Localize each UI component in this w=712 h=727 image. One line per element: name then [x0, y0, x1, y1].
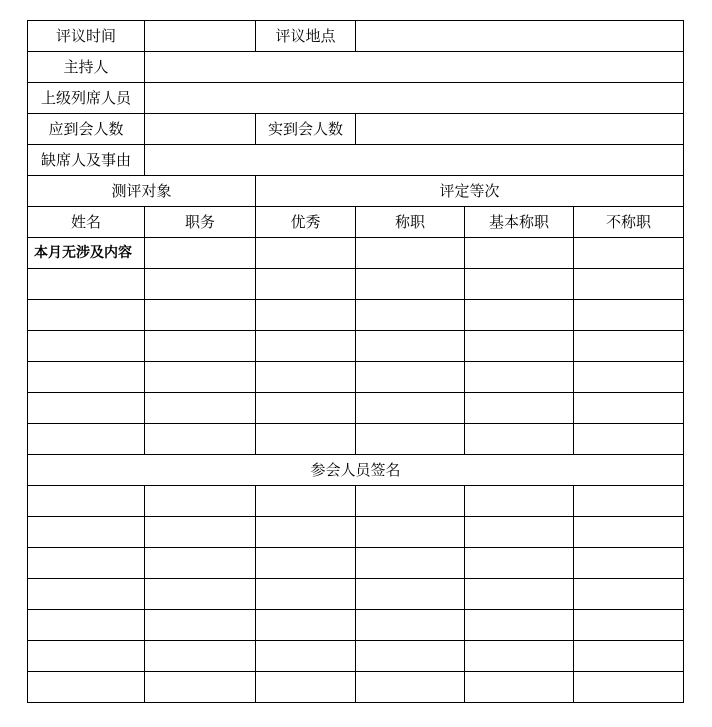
review-time-label: 评议时间 — [28, 21, 145, 52]
evaluation-cell[interactable] — [145, 238, 256, 269]
evaluation-cell[interactable] — [465, 424, 574, 455]
excellent-column-header: 优秀 — [256, 207, 356, 238]
signature-cell[interactable] — [256, 672, 356, 703]
signature-cell[interactable] — [465, 641, 574, 672]
evaluation-row — [28, 238, 684, 269]
signature-cell[interactable] — [28, 548, 145, 579]
signature-cell[interactable] — [574, 610, 684, 641]
signature-cell[interactable] — [574, 517, 684, 548]
evaluation-cell[interactable] — [356, 300, 465, 331]
signature-cell[interactable] — [574, 579, 684, 610]
review-place-field[interactable] — [356, 21, 684, 52]
host-row — [28, 52, 684, 83]
evaluation-cell[interactable] — [356, 331, 465, 362]
signature-row — [28, 517, 684, 548]
absent-label: 缺席人及事由 — [28, 145, 145, 176]
host-field[interactable] — [145, 52, 684, 83]
evaluation-cell[interactable] — [145, 331, 256, 362]
signature-cell[interactable] — [356, 672, 465, 703]
evaluation-cell[interactable] — [256, 393, 356, 424]
signature-cell[interactable] — [145, 517, 256, 548]
evaluation-cell[interactable] — [574, 393, 684, 424]
evaluation-cell[interactable] — [28, 331, 145, 362]
signature-row — [28, 672, 684, 703]
basically-competent-column-header: 基本称职 — [465, 207, 574, 238]
evaluation-cell[interactable] — [574, 238, 684, 269]
signature-section-title: 参会人员签名 — [28, 455, 684, 486]
review-time-row — [28, 21, 684, 52]
rating-header: 评定等次 — [256, 176, 684, 207]
signature-cell[interactable] — [574, 548, 684, 579]
evaluation-cell[interactable] — [574, 331, 684, 362]
evaluation-cell[interactable] — [574, 269, 684, 300]
signature-cell[interactable] — [574, 486, 684, 517]
evaluation-cell[interactable] — [28, 393, 145, 424]
signature-cell[interactable] — [145, 641, 256, 672]
count-row — [28, 114, 684, 145]
evaluation-cell[interactable] — [28, 362, 145, 393]
eval-target-header: 测评对象 — [28, 176, 256, 207]
signature-row — [28, 486, 684, 517]
signature-cell[interactable] — [256, 548, 356, 579]
evaluation-cell[interactable] — [465, 269, 574, 300]
evaluation-row — [28, 331, 684, 362]
review-place-label: 评议地点 — [256, 21, 356, 52]
review-form-table — [27, 20, 684, 703]
signature-cell[interactable] — [356, 610, 465, 641]
signature-row — [28, 610, 684, 641]
evaluation-cell[interactable] — [574, 362, 684, 393]
evaluation-row — [28, 393, 684, 424]
evaluation-cell[interactable] — [356, 362, 465, 393]
host-label: 主持人 — [28, 52, 145, 83]
review-time-field[interactable] — [145, 21, 256, 52]
evaluation-cell[interactable] — [574, 300, 684, 331]
signature-cell[interactable] — [145, 672, 256, 703]
signature-cell[interactable] — [465, 610, 574, 641]
signature-row — [28, 579, 684, 610]
section-header-row — [28, 176, 684, 207]
name-column-header: 姓名 — [28, 207, 145, 238]
signature-cell[interactable] — [256, 641, 356, 672]
expected-count-label: 应到会人数 — [28, 114, 145, 145]
signature-cell[interactable] — [256, 517, 356, 548]
evaluation-cell[interactable] — [256, 269, 356, 300]
signature-cell[interactable] — [256, 610, 356, 641]
signature-cell[interactable] — [28, 486, 145, 517]
actual-count-field[interactable] — [356, 114, 684, 145]
evaluation-cell[interactable] — [465, 300, 574, 331]
evaluation-cell[interactable] — [145, 269, 256, 300]
evaluation-cell[interactable] — [465, 393, 574, 424]
expected-count-field[interactable] — [145, 114, 256, 145]
signature-cell[interactable] — [145, 548, 256, 579]
evaluation-cell[interactable] — [356, 424, 465, 455]
position-column-header: 职务 — [145, 207, 256, 238]
signature-cell[interactable] — [28, 641, 145, 672]
evaluation-cell[interactable] — [145, 424, 256, 455]
evaluation-cell[interactable] — [28, 300, 145, 331]
signature-cell[interactable] — [145, 610, 256, 641]
evaluation-cell[interactable] — [28, 269, 145, 300]
evaluation-cell[interactable] — [574, 424, 684, 455]
signature-cell[interactable] — [256, 579, 356, 610]
evaluation-cell[interactable] — [356, 238, 465, 269]
signature-cell[interactable] — [145, 579, 256, 610]
signature-header-row — [28, 455, 684, 486]
evaluation-cell[interactable] — [465, 238, 574, 269]
signature-cell[interactable] — [356, 641, 465, 672]
evaluation-cell[interactable] — [465, 362, 574, 393]
evaluation-cell[interactable] — [256, 300, 356, 331]
signature-cell[interactable] — [465, 579, 574, 610]
actual-count-label: 实到会人数 — [256, 114, 356, 145]
absent-row — [28, 145, 684, 176]
signature-cell[interactable] — [28, 517, 145, 548]
evaluation-cell[interactable] — [256, 362, 356, 393]
evaluation-cell[interactable] — [28, 424, 145, 455]
signature-cell[interactable] — [256, 486, 356, 517]
signature-cell[interactable] — [356, 517, 465, 548]
evaluation-cell[interactable] — [465, 331, 574, 362]
signature-cell[interactable] — [465, 672, 574, 703]
incompetent-column-header: 不称职 — [574, 207, 684, 238]
signature-cell[interactable] — [574, 672, 684, 703]
signature-cell[interactable] — [574, 641, 684, 672]
competent-column-header: 称职 — [356, 207, 465, 238]
evaluation-cell[interactable] — [256, 331, 356, 362]
evaluation-cell[interactable] — [256, 424, 356, 455]
signature-cell[interactable] — [465, 548, 574, 579]
evaluation-row — [28, 269, 684, 300]
evaluation-row — [28, 424, 684, 455]
evaluation-row — [28, 300, 684, 331]
signature-cell[interactable] — [356, 548, 465, 579]
evaluation-cell[interactable] — [145, 300, 256, 331]
signature-cell[interactable] — [465, 486, 574, 517]
signature-cell[interactable] — [356, 486, 465, 517]
signature-cell[interactable] — [28, 579, 145, 610]
absent-field[interactable] — [145, 145, 684, 176]
evaluation-cell[interactable] — [356, 393, 465, 424]
signature-cell[interactable] — [465, 517, 574, 548]
signature-cell[interactable] — [28, 610, 145, 641]
evaluation-row — [28, 362, 684, 393]
attendees-label: 上级列席人员 — [28, 83, 145, 114]
signature-row — [28, 548, 684, 579]
signature-cell[interactable] — [145, 486, 256, 517]
signature-cell[interactable] — [28, 672, 145, 703]
signature-cell[interactable] — [356, 579, 465, 610]
signature-row — [28, 641, 684, 672]
evaluation-cell[interactable] — [145, 393, 256, 424]
evaluation-cell[interactable] — [145, 362, 256, 393]
attendees-field[interactable] — [145, 83, 684, 114]
column-header-row — [28, 207, 684, 238]
no-content-note: 本月无涉及内容 — [28, 238, 145, 269]
attendees-row — [28, 83, 684, 114]
evaluation-cell[interactable] — [256, 238, 356, 269]
evaluation-cell[interactable] — [356, 269, 465, 300]
